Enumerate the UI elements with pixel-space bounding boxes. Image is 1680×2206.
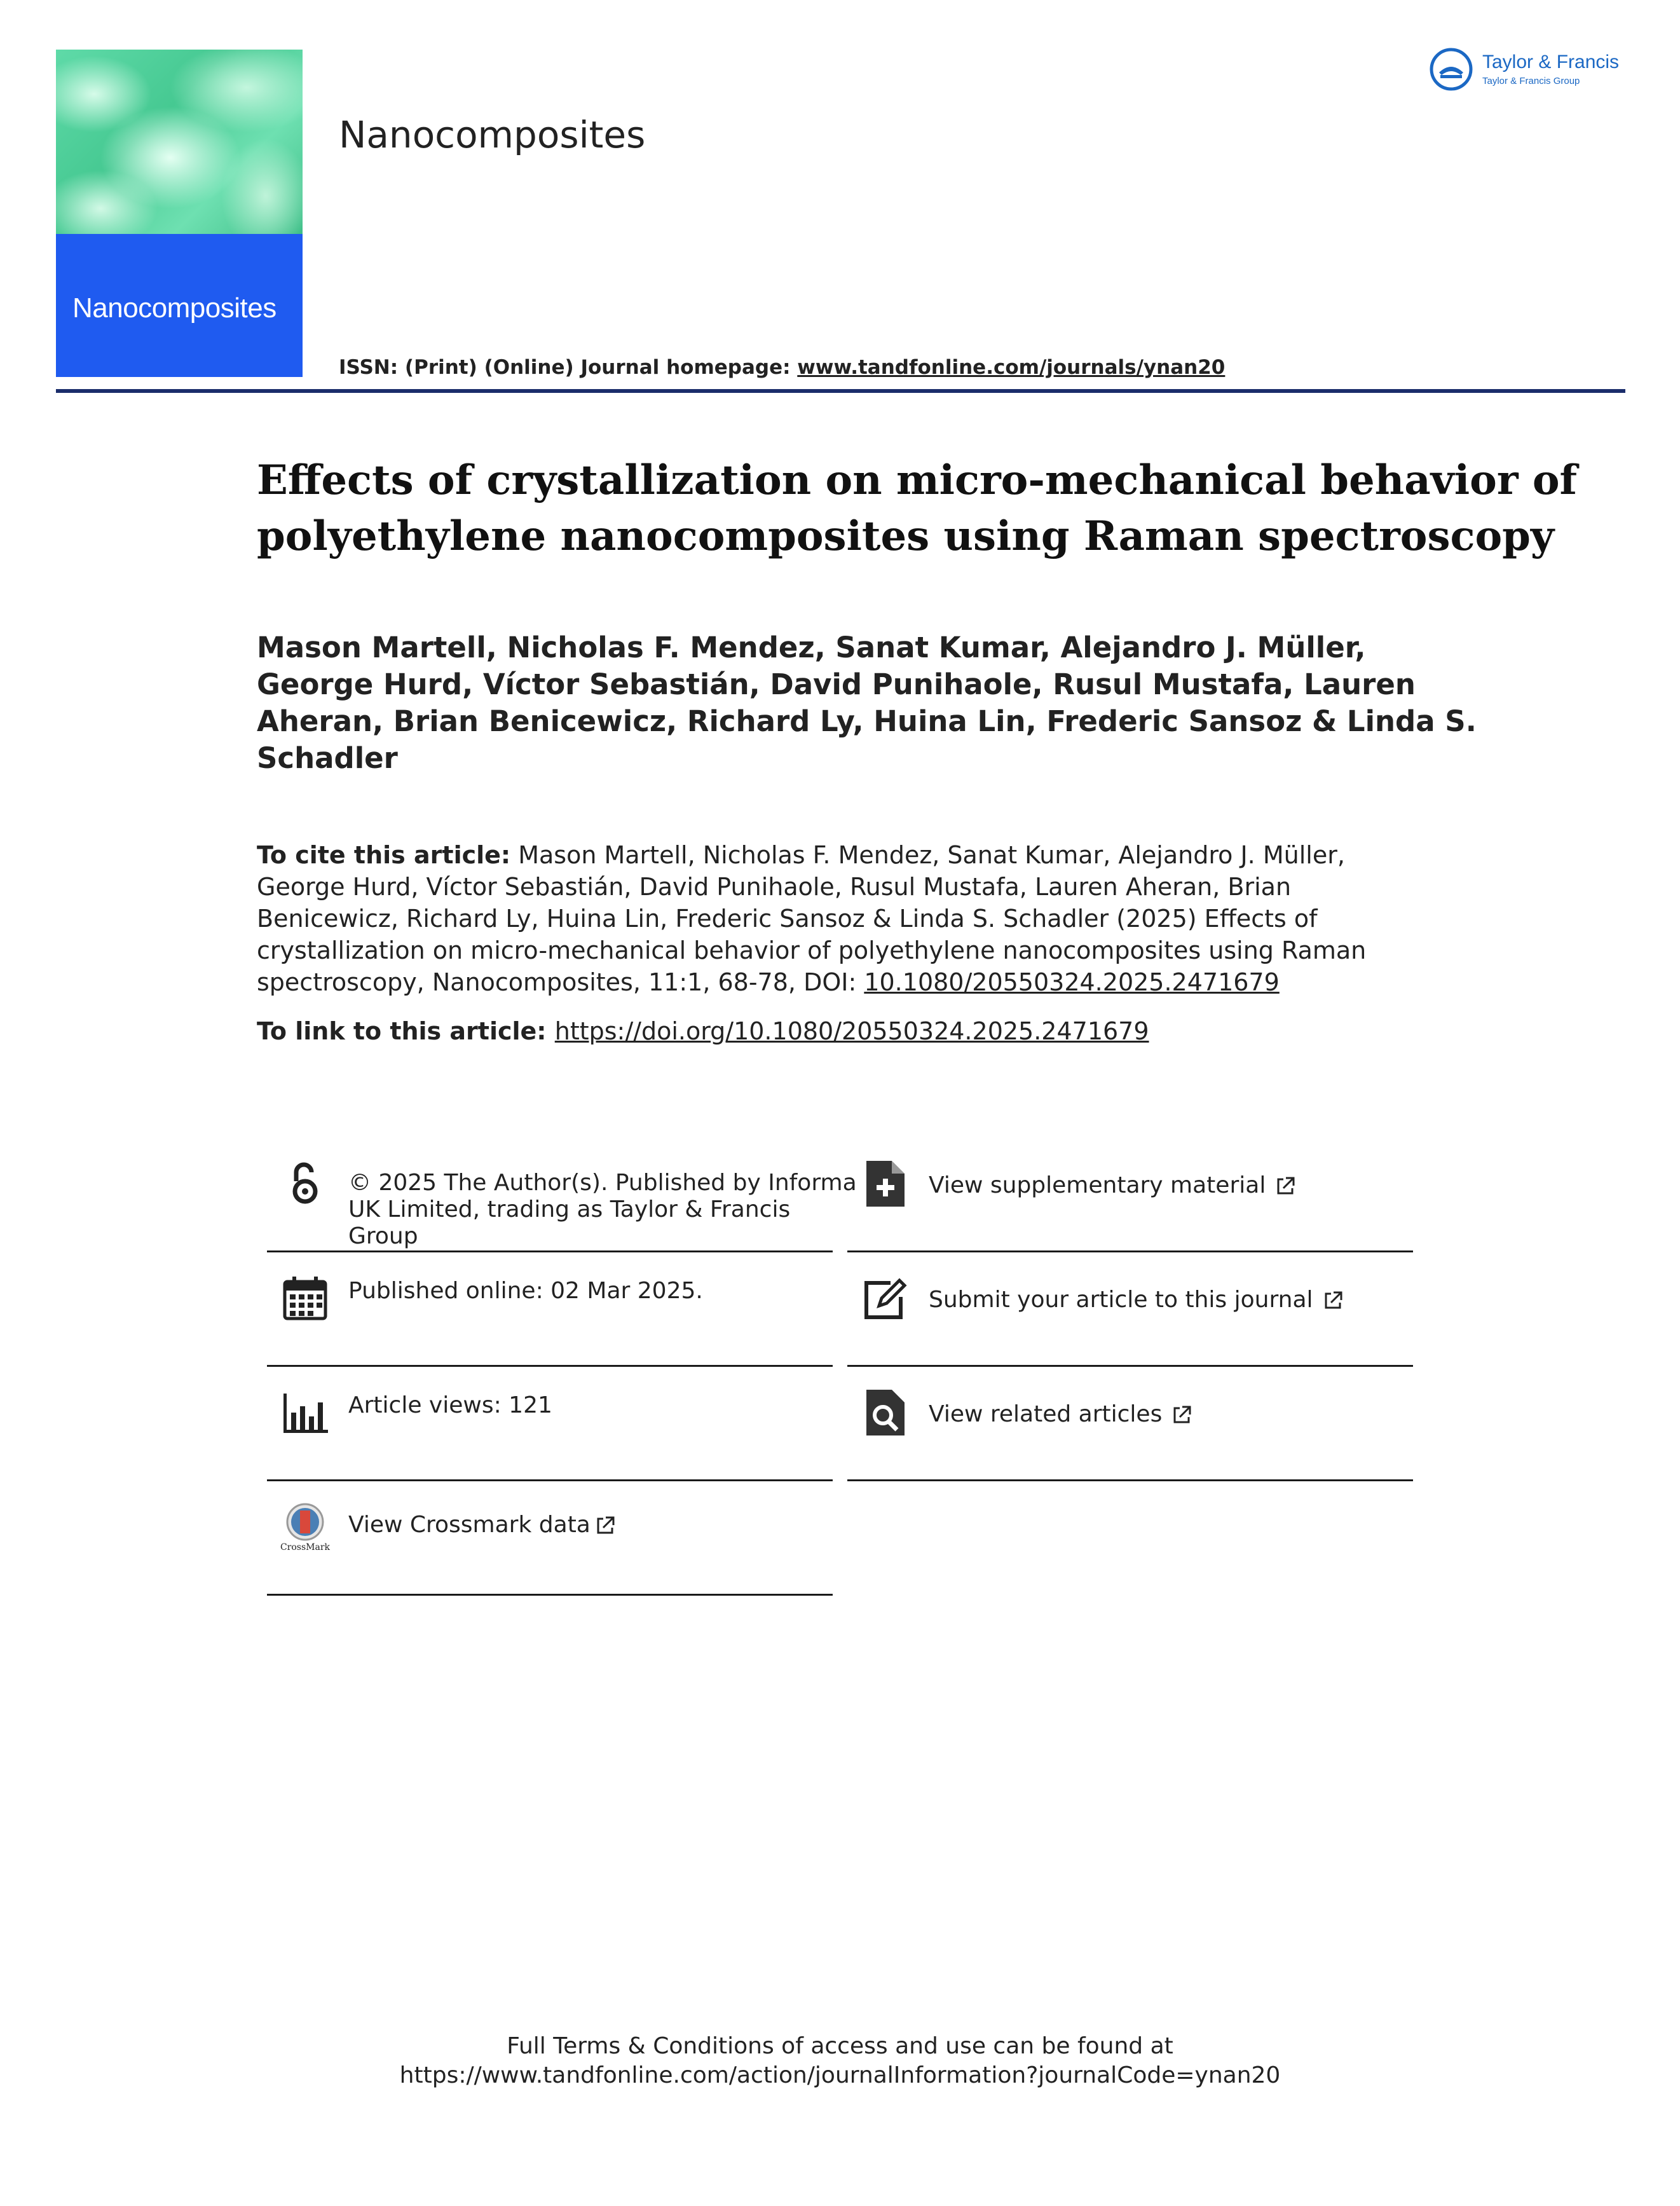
article-doi-url[interactable]: https://doi.org/10.1080/20550324.2025.2471679: [554, 1017, 1149, 1045]
link-label: To link to this article:: [257, 1017, 555, 1045]
related-articles-link[interactable]: View related articles: [929, 1401, 1163, 1427]
issn-text: ISSN: (Print) (Online) Journal homepage:: [339, 356, 798, 379]
external-link-icon: [1322, 1290, 1344, 1312]
citation-line: spectroscopy, Nanocomposites, 11:1, 68-78, DOI:: [257, 968, 864, 996]
citation-line: crystallization on micro-mechanical behavior of polyethylene nanocomposites using Raman: [257, 936, 1367, 964]
article-title: [257, 453, 1578, 565]
cell-divider: [847, 1250, 1413, 1252]
cell-divider: [847, 1365, 1413, 1367]
open-access-icon: [280, 1158, 331, 1209]
publisher-logo: [1429, 47, 1619, 92]
copyright-line: © 2025 The Author(s). Published by Informa: [348, 1170, 857, 1196]
citation-line: Benicewicz, Richard Ly, Huina Lin, Frederic Sansoz & Linda S. Schadler (2025) Effects of: [257, 905, 1318, 933]
citation-line: Mason Martell, Nicholas F. Mendez, Sanat Kumar, Alejandro J. Müller,: [510, 841, 1345, 869]
file-plus-icon: [860, 1158, 911, 1209]
author-line: George Hurd, Víctor Sebastián, David Punihaole, Rusul Mustafa, Lauren: [257, 668, 1416, 701]
supplementary-link[interactable]: View supplementary material: [929, 1172, 1266, 1198]
bar-chart-icon: [280, 1387, 331, 1438]
edit-icon: [860, 1273, 911, 1324]
crossmark-link[interactable]: View Crossmark data: [348, 1512, 591, 1538]
author-list: [257, 629, 1477, 777]
crossmark-icon: [280, 1502, 331, 1552]
cover-artwork: [56, 50, 303, 234]
cell-divider: [267, 1594, 833, 1596]
doi-link[interactable]: 10.1080/20550324.2025.2471679: [864, 968, 1280, 996]
cover-publisher-label: Taylor & Francis: [85, 399, 140, 408]
journal-cover: [56, 50, 303, 408]
journal-name: Nanocomposites: [339, 113, 646, 156]
article-views: Article views: 121: [348, 1392, 552, 1418]
calendar-icon: [280, 1273, 331, 1324]
cell-divider: [267, 1250, 833, 1252]
published-cell: [267, 1257, 833, 1367]
title-line: Effects of crystallization on micro-mechanical behavior of: [257, 456, 1578, 504]
copyright-line: Group: [348, 1223, 418, 1249]
author-line: Aheran, Brian Benicewicz, Richard Ly, Huina Lin, Frederic Sansoz & Linda S.: [257, 704, 1477, 738]
cell-divider: [267, 1365, 833, 1367]
header-divider: [56, 389, 1625, 393]
crossmark-logo-text: CrossMark: [280, 1542, 331, 1552]
citation-label: To cite this article:: [257, 841, 511, 869]
journal-homepage-link[interactable]: www.tandfonline.com/journals/ynan20: [797, 356, 1226, 379]
citation-line: George Hurd, Víctor Sebastián, David Punihaole, Rusul Mustafa, Lauren Aheran, Brian: [257, 873, 1292, 901]
footer-url[interactable]: https://www.tandfonline.com/action/journalInformation?journalCode=ynan20: [399, 2062, 1281, 2088]
external-link-icon: [594, 1515, 616, 1537]
publisher-mini-icon: [71, 398, 81, 408]
cover-publisher: [71, 398, 140, 408]
submit-cell[interactable]: [847, 1257, 1413, 1367]
open-access-cell: [267, 1143, 857, 1252]
crossmark-cell[interactable]: [267, 1486, 833, 1596]
published-date: Published online: 02 Mar 2025.: [348, 1278, 703, 1304]
publisher-brand: Taylor & Francis: [1482, 51, 1620, 72]
citation-block: [257, 839, 1465, 998]
publisher-group: Taylor & Francis Group: [1482, 75, 1580, 86]
cover-band: [56, 234, 303, 408]
related-cell[interactable]: [847, 1372, 1413, 1481]
external-link-icon: [1274, 1175, 1296, 1197]
taylor-francis-logo-icon: [1429, 47, 1473, 92]
title-line: polyethylene nanocomposites using Raman spectroscopy: [257, 512, 1555, 560]
copyright-line: UK Limited, trading as Taylor & Francis: [348, 1196, 791, 1223]
cover-title: Nanocomposites: [72, 292, 277, 324]
author-line: Schadler: [257, 741, 398, 775]
file-search-icon: [860, 1387, 911, 1438]
supplementary-cell[interactable]: [847, 1143, 1413, 1252]
cell-divider: [267, 1479, 833, 1481]
external-link-icon: [1171, 1404, 1192, 1426]
submit-link[interactable]: Submit your article to this journal: [929, 1287, 1313, 1313]
views-cell: [267, 1372, 833, 1481]
cell-divider: [847, 1479, 1413, 1481]
issn-line: [339, 356, 1225, 379]
footer: [0, 2032, 1680, 2090]
article-link-line: [257, 1017, 1149, 1045]
author-line: Mason Martell, Nicholas F. Mendez, Sanat Kumar, Alejandro J. Müller,: [257, 631, 1366, 664]
footer-terms: Full Terms & Conditions of access and use can be found at: [507, 2033, 1173, 2059]
